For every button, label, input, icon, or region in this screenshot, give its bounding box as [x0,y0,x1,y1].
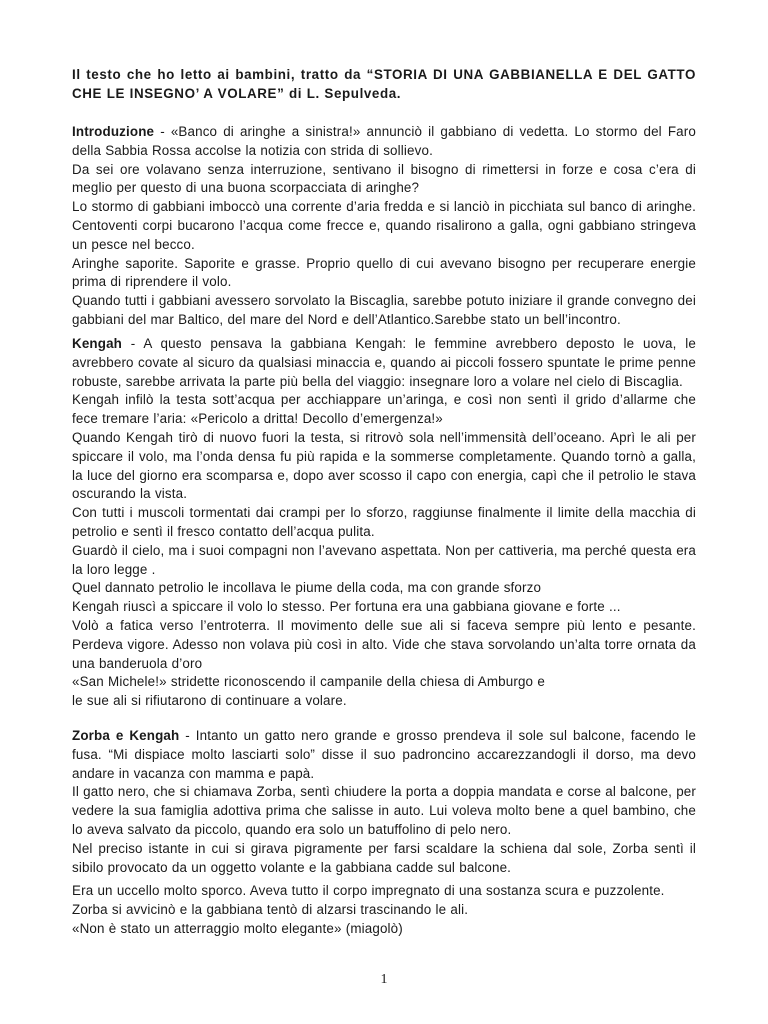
paragraph: Volò a fatica verso l’entroterra. Il movimento delle sue ali si faceva sempre più lento e pesante. Perdeva vigore. Adesso non volava più così in alto. Vide che stava sorvolando un’alta torre ornata da una banderuola d’oro [72,617,696,671]
page-number: 1 [380,972,388,987]
paragraph [72,727,696,783]
paragraph-text: - Intanto un gatto nero grande e grosso prendeva il sole sul balcone, facendo le fusa. “Mi dispiace molto lasciarti solo” disse il suo padroncino accarezzandogli il dorso, ma devo andare in vacanza con mamma e papà. [72,728,697,781]
paragraph: «Non è stato un atterraggio molto elegante» (miagolò) [72,920,403,936]
section-label: Introduzione [72,124,155,139]
section-introduzione [72,123,696,330]
paragraph: Aringhe saporite. Saporite e grasse. Proprio quello di cui avevano bisogno per recuperare energie prima di riprendere il volo. [72,255,696,290]
header-text: Il testo che ho letto ai bambini, tratto da “STORIA DI UNA GABBIANELLA E DEL GATTO CHE LE INSEGNO’ A VOLARE” di L. Sepulveda. [72,67,696,101]
paragraph [72,123,696,161]
paragraph: Zorba si avvicinò e la gabbiana tentò di alzarsi trascinando le ali. [72,901,469,917]
document-header [72,66,696,104]
section-label: Zorba e Kengah [72,728,180,743]
paragraph-text: - A questo pensava la gabbiana Kengah: le femmine avrebbero deposto le uova, le avrebbero covate al sicuro da qualsiasi minaccia e, quando ai piccoli fossero spuntate le prime penne robuste, sarebbe arrivata la parte più bella del viaggio: insegnare loro a volare nel cielo di Biscaglia. [72,336,697,389]
section-zorba-e-kengah [72,727,696,877]
paragraph: Kengah riuscì a spiccare il volo lo stesso. Per fortuna era una gabbiana giovane e forte ... [72,599,621,615]
paragraph: Era un uccello molto sporco. Aveva tutto il corpo impregnato di una sostanza scura e puzzolente. [72,883,665,898]
section-kengah [72,335,696,711]
paragraph: «San Michele!» stridette riconoscendo il campanile della chiesa di Amburgo e [72,674,545,690]
section-final [72,882,696,938]
paragraph: Quando Kengah tirò di nuovo fuori la testa, si ritrovò sola nell’immensità dell’oceano. Aprì le ali per spiccare il volo, ma l’onda densa fu più rapida e la sommerse completamente. Quando tornò a galla, la luce del giorno era scomparsa e, dopo aver scosso il capo con energia, capì che il petrolio le stava oscurando la vista. [72,429,696,502]
section-label: Kengah [72,336,123,351]
paragraph: Kengah infilò la testa sott’acqua per acchiappare un’aringa, e così non sentì il grido d’allarme che fece tremare l’aria: «Pericolo a dritta! Decollo d’emergenza!» [72,392,696,427]
paragraph: Guardò il cielo, ma i suoi compagni non l’avevano aspettata. Non per cattiveria, ma perché questa era la loro legge . [72,542,696,577]
paragraph: Con tutti i muscoli tormentati dai crampi per lo sforzo, raggiunse finalmente il limite della macchia di petrolio e sentì il fresco contatto dell’acqua pulita. [72,505,696,539]
paragraph: Il gatto nero, che si chiamava Zorba, sentì chiudere la porta a doppia mandata e corse al balcone, per vedere la sua famiglia adottiva prima che salisse in auto. Lui voleva molto bene a quel bambino, che lo aveva salvato da piccolo, quando era solo un batuffolino di pelo nero. [72,784,696,837]
paragraph: Nel preciso istante in cui si girava pigramente per farsi scaldare la schiena dal sole, Zorba sentì il sibilo provocato da un oggetto volante e la gabbiana cadde sul balcone. [72,840,696,875]
paragraph: Da sei ore volavano senza interruzione, sentivano il bisogno di rimettersi in forze e cosa c’era di meglio per questo di una buona scorpacciata di aringhe? [72,161,696,196]
paragraph: Lo stormo di gabbiani imboccò una corrente d’aria fredda e si lanciò in picchiata sul banco di aringhe. Centoventi corpi bucarono l’acqua come frecce e, quando risalirono a galla, ogni gabbiano stringeva un pesce nel becco. [72,199,696,252]
paragraph-text: - «Banco di aringhe a sinistra!» annunciò il gabbiano di vedetta. Lo stormo del Faro della Sabbia Rossa accolse la notizia con strida di sollievo. [72,124,696,158]
paragraph: le sue ali si rifiutarono di continuare a volare. [72,693,347,709]
paragraph: Quando tutti i gabbiani avessero sorvolato la Biscaglia, sarebbe potuto iniziare il grande convegno dei gabbiani del mar Baltico, del mare del Nord e dell’Atlantico.Sarebbe stato un bell’incontro. [72,293,696,327]
paragraph: Quel dannato petrolio le incollava le piume della coda, ma con grande sforzo [72,580,542,596]
paragraph [72,335,696,391]
